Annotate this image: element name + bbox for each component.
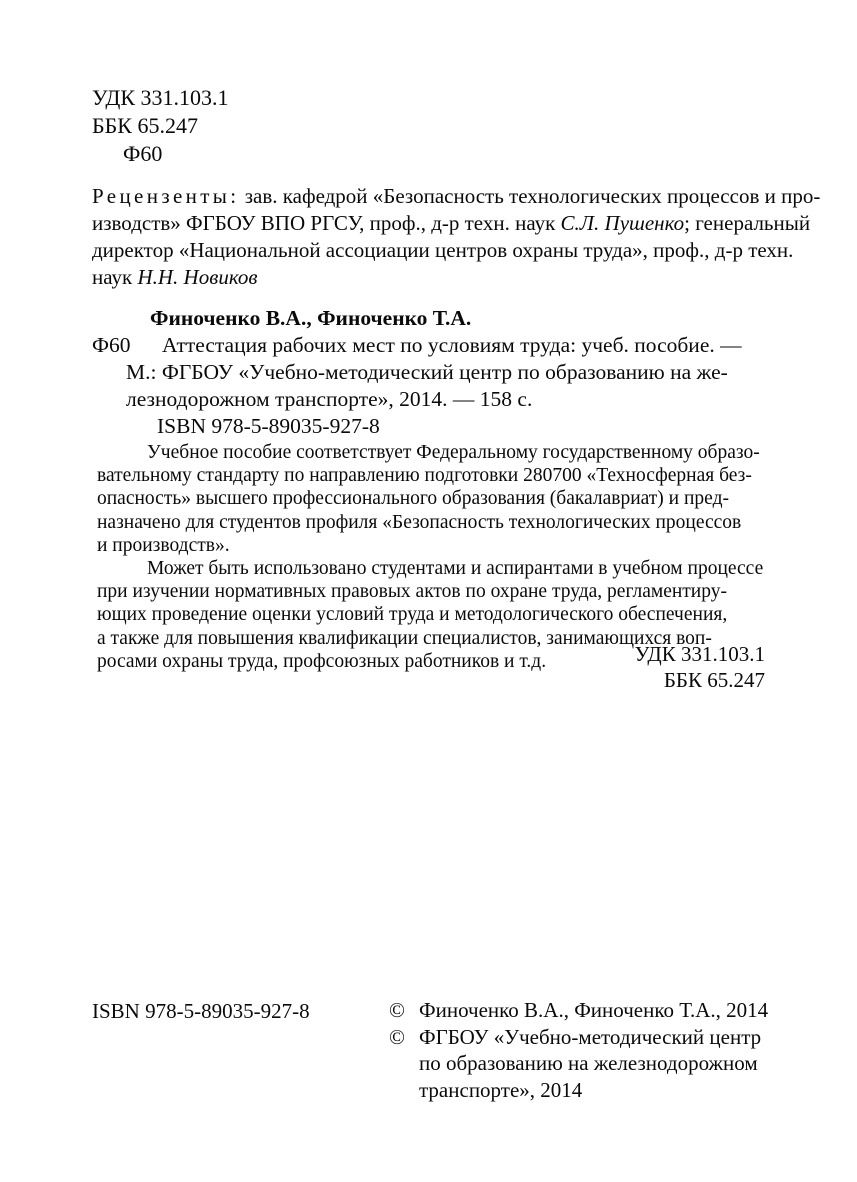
reviewers-line-3: директор «Национальной ассоциации центров охраны труда», проф., д-р техн. (92, 238, 794, 262)
reviewers-line-4-text: наук (92, 265, 138, 289)
catalog-card-code: Ф60 (92, 333, 131, 357)
copyright-symbol: © (389, 998, 405, 1022)
card-title-line (92, 332, 782, 359)
annotation-line: ющих проведение оценки условий труда и методологического обеспечения, (97, 604, 728, 626)
annotation-paragraph-1 (97, 441, 777, 557)
catalog-letter-code: Ф60 (123, 141, 163, 166)
reviewers-paragraph (92, 183, 821, 291)
copyright-entry-authors (389, 997, 768, 1024)
footer-isbn: ISBN 978-5-89035-927-8 (92, 999, 310, 1023)
reviewers-line-2 (92, 210, 811, 237)
annotation-line: а также для повышения квалификации специалистов, занимающихся воп- (97, 627, 712, 649)
copyright-entry-publisher (389, 1024, 768, 1104)
copyright-text-line: по образованию на железнодорожном (419, 1051, 758, 1075)
card-isbn-line: ISBN 978-5-89035-927-8 (157, 414, 380, 438)
annotation-line: росами охраны труда, профсоюзных работников и т.д. (97, 650, 547, 672)
top-classification-codes (92, 84, 229, 168)
reviewers-line-2-text-a: изводств» ФГБОУ ВПО РГСУ, проф., д-р техн. наук (92, 211, 561, 235)
right-classification-codes (635, 641, 765, 693)
reviewers-line-1-text: зав. кафедрой «Безопасность технологических процессов и про- (239, 184, 821, 208)
annotation-block (97, 441, 777, 673)
card-publisher-line-2: лезнодорожном транспорте», 2014. — 158 с. (126, 387, 533, 411)
bbk-code: ББК 65.247 (92, 113, 198, 138)
udk-code-right: УДК 331.103.1 (634, 642, 765, 666)
bbk-code-right: ББК 65.247 (663, 668, 765, 692)
reviewer-name-novikov: Н.Н. Новиков (137, 265, 258, 289)
annotation-line: опасность» высшего профессионального образования (бакалавриат) и пред- (97, 488, 729, 510)
annotation-line: Может быть использовано студентами и аспирантами в учебном процессе (147, 558, 764, 580)
reviewers-line-4 (92, 264, 782, 291)
reviewer-name-pushenko: С.Л. Пушенко (560, 211, 685, 235)
copyright-text-line: ФГБОУ «Учебно-методический центр (419, 1024, 762, 1049)
copyright-text-line: транспорте», 2014 (419, 1077, 583, 1102)
copyright-text: Финоченко В.А., Финоченко Т.А., 2014 (419, 998, 769, 1022)
annotation-line: при изучении нормативных правовых актов по охране труда, регламентиру- (97, 581, 727, 603)
udk-code: УДК 331.103.1 (92, 85, 229, 110)
reviewers-label: Рецензенты: (92, 184, 240, 208)
card-title-text: Аттестация рабочих мест по условиям труда: учеб. пособие. — (162, 333, 742, 357)
copyright-column (389, 997, 768, 1103)
authors-line: Финоченко В.А., Финоченко Т.А. (150, 306, 472, 330)
copyright-symbol: © (389, 1024, 405, 1049)
annotation-line: Учебное пособие соответствует Федеральному государственному образо- (147, 442, 760, 463)
catalog-card (92, 305, 782, 440)
annotation-line: назначено для студентов профиля «Безопасность технологических процессов (97, 511, 742, 533)
reviewers-line-1 (92, 183, 821, 210)
annotation-line: вательному стандарту по направлению подготовки 280700 «Техносферная без- (97, 465, 752, 487)
card-publisher-line: М.: ФГБОУ «Учебно-методический центр по образованию на же- (126, 360, 728, 384)
reviewers-line-2-text-b: ; генеральный (684, 211, 811, 235)
annotation-line: и производств». (97, 534, 230, 556)
